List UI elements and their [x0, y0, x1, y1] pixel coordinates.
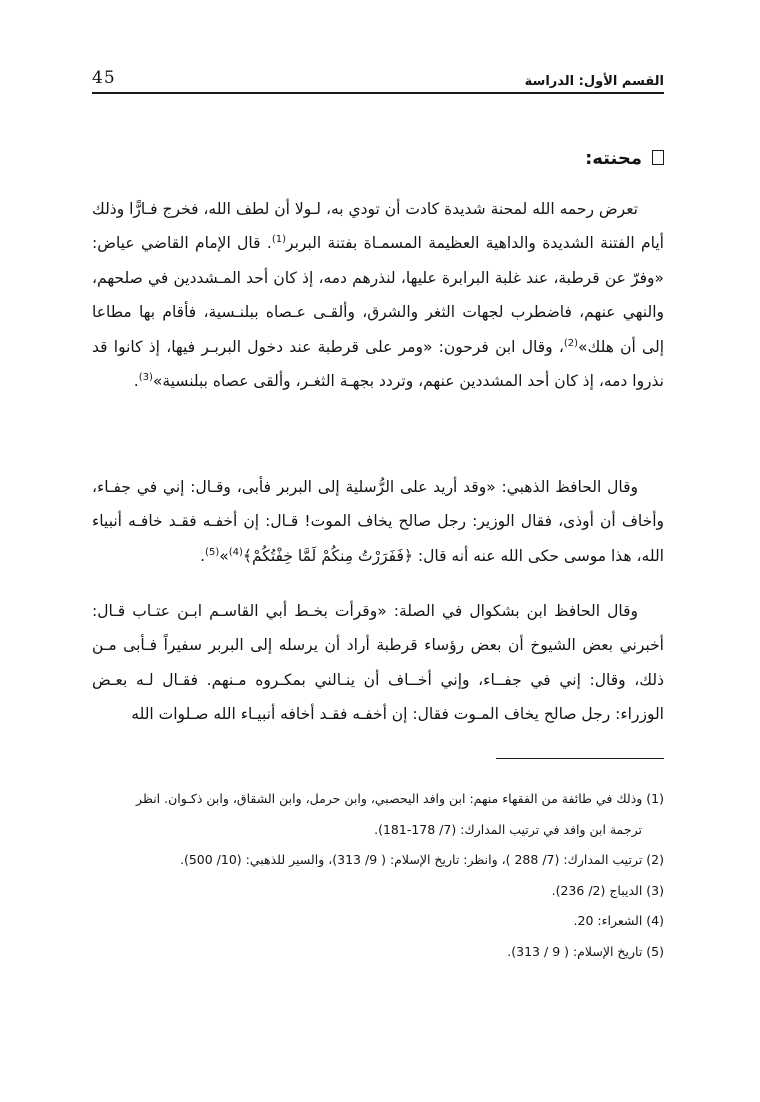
paragraph-text: ، وقال ابن فرحون: «ومر على قرطبة عند دخول البربـر فيها، إذ كانوا قد نذروا دمه، إذ كان أحد المشددين عنهم، وتردد بجهـة الثغـر، وألقى عصاه ببلنسية»: [92, 337, 664, 391]
footnote-ref: (2): [563, 337, 579, 349]
paragraph-1: [92, 192, 664, 398]
section-heading: [585, 148, 664, 169]
footnote-ref: (1): [271, 234, 287, 246]
footnote-divider: [496, 758, 664, 759]
running-head: القسم الأول: الدراسة: [524, 74, 664, 89]
section-heading-text: محنته:: [585, 148, 642, 169]
footnote-3: (3) الديباج (2/ 236).: [551, 882, 664, 898]
paragraph-text: تعرض رحمه الله لمحنة شديدة كادت أن تودي به، لـولا أن لطف الله، فخرج فـارًّا وذلك أيام الفتنة الشديدة والداهية العظيمة المسمـاة بفتنة البربر: [92, 200, 664, 253]
footnotes: [84, 784, 664, 967]
footnote-1-continued: ترجمة ابن وافد في ترتيب المدارك: (7/ 178-181).: [374, 821, 642, 837]
page-header: [92, 66, 664, 94]
paragraph-text: وقال الحافظ ابن بشكوال في الصلة: «وقرأت بخـط أبي القاسـم ابـن عتـاب قـال: أخبرني بعض الشيوخ أن بعض رؤساء قرطبة أراد أن يرسله إلى البربر سفيراً فـأبى مـن ذلك، وقال: إني في جفــاء، وإني أخــاف أن ينـالني بمكـروه مـنهم. فقـال لـه بعـض الوزراء: رجل صالح يخاف المـوت فقال: إن أخفـه فقـد أخافه أنبيـاء الله صـلوات الله: [92, 602, 664, 724]
footnote-ref: (4): [228, 546, 243, 558]
footnote-ref: (3): [138, 371, 153, 383]
paragraph-text: »: [219, 546, 229, 565]
paragraph-text: وقال الحافظ الذهبي: «وقد أريد على الرُّسلية إلى البربر فأبى، وقـال: إني في جفـاء، وأخاف أن أوذى، فقال الوزير: رجل صالح يخاف الموت! قـال: إن أخفـه فقـد خافـه أنبياء الله، هذا موسى حكى الله عنه أنه قال: ﴿فَفَرَرْتُ مِنكُمْ لَمَّا خِفْتُكُمْ﴾: [92, 478, 664, 565]
footnote-2: (2) ترتيب المدارك: (7/ 288 )، وانظر: تاريخ الإسلام: ( 9/ 313)، والسير للذهبي: (10/ 500).: [179, 852, 664, 867]
paragraph-text: . قال الإمام القاضي عياض: «وفرّ عن قرطبة، عند غلبة البرابرة عليها، لنذرهم دمه، إذ كان أحد المـشددين في صلحهم، والنهي عنهم، فاضطرب لجهات الثغر والشرق، وألقـى عـصاه ببلنـسية، فأقام بها مطاعا إلى أن هلك»: [92, 234, 665, 356]
square-bullet-icon: [652, 150, 664, 165]
paragraph-2: [92, 470, 664, 573]
footnote-ref: (5): [205, 546, 220, 558]
footnote-4: (4) الشعراء: 20.: [573, 913, 664, 928]
paragraph-3: [92, 594, 664, 732]
footnote-1: (1) وذلك في طائفة من الفقهاء منهم: ابن وافد اليحصبي، وابن حرمل، وابن الشقاق، وابن ذكـوان. انظر: [136, 791, 664, 806]
paragraph-text: .: [133, 372, 139, 391]
page-number: 45: [92, 68, 116, 88]
footnote-5: (5) تاريخ الإسلام: ( 9 / 313).: [507, 943, 664, 959]
paragraph-text: .: [200, 546, 206, 565]
